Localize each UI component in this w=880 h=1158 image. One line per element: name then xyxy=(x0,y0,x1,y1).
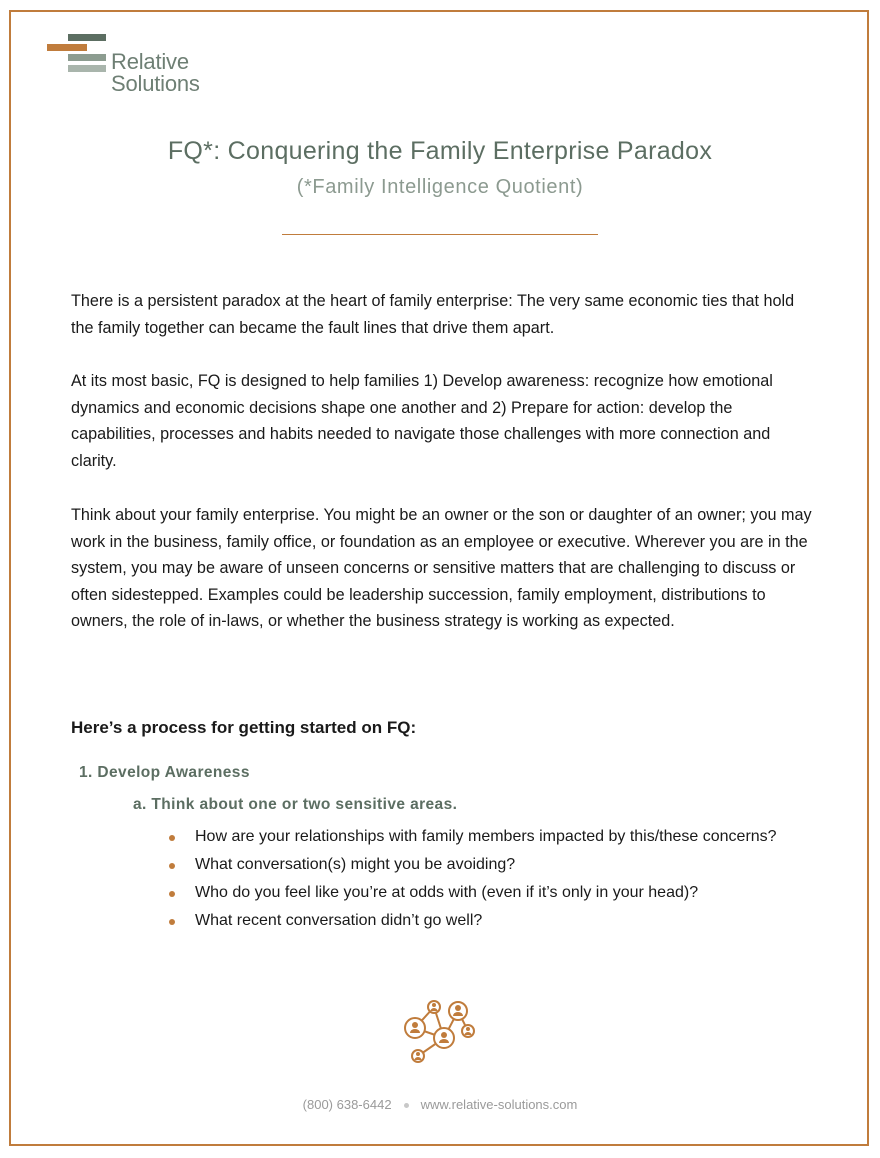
separator-dot-icon xyxy=(404,1103,409,1108)
title-divider xyxy=(282,234,598,235)
process-heading: Here’s a process for getting started on FQ: xyxy=(71,718,417,737)
family-enterprise-paragraph: Think about your family enterprise. You might be an owner or the son or daughter of an owner; you may work in the business, family office, or foundation as an employee or executive. Wherever you are in the system, you may be aware of unseen concerns or sensitive matters that are challenging to discuss or often sidestepped. Examples could be leadership succession, family employment, distributions to owners, the role of in-laws, or whether the business strategy is working as expected. xyxy=(71,506,812,630)
logo-line-2: Solutions xyxy=(111,71,200,96)
bullet-icon xyxy=(169,891,175,897)
step-1a-sensitive-areas: a. Think about one or two sensitive areas. xyxy=(133,796,458,813)
website-url[interactable]: www.relative-solutions.com xyxy=(420,1097,578,1112)
contact-footer xyxy=(0,1097,880,1112)
list-item xyxy=(168,854,808,876)
question-text: How are your relationships with family members impacted by this/these concerns? xyxy=(195,828,777,845)
logo-wordmark xyxy=(111,51,200,95)
page-subtitle: (*Family Intelligence Quotient) xyxy=(296,176,584,198)
relative-solutions-logo xyxy=(47,33,227,99)
logo-bar-3 xyxy=(68,54,106,61)
logo-bar-2 xyxy=(47,44,87,51)
question-text: What conversation(s) might you be avoiding? xyxy=(195,856,516,873)
family-network-icon xyxy=(400,996,480,1066)
reflection-questions-list xyxy=(168,826,808,938)
question-text: What recent conversation didn’t go well? xyxy=(195,912,483,929)
bullet-icon xyxy=(169,835,175,841)
list-item xyxy=(168,910,808,932)
step-1-develop-awareness: 1. Develop Awareness xyxy=(79,764,250,781)
logo-bar-4 xyxy=(68,65,106,72)
logo-line-1: Relative xyxy=(111,49,189,74)
list-item xyxy=(168,882,808,904)
logo-bar-1 xyxy=(68,34,106,41)
phone-number: (800) 638-6442 xyxy=(302,1097,392,1112)
list-item xyxy=(168,826,808,848)
page-title: FQ*: Conquering the Family Enterprise Paradox xyxy=(167,137,713,165)
fq-definition-paragraph: At its most basic, FQ is designed to help families 1) Develop awareness: recognize how emotional dynamics and economic decisions shape one another and 2) Prepare for action: develop the capabilities, processes and habits needed to navigate those challenges with more connection and clarity. xyxy=(71,372,773,470)
bullet-icon xyxy=(169,919,175,925)
bullet-icon xyxy=(169,863,175,869)
question-text: Who do you feel like you’re at odds with (even if it’s only in your head)? xyxy=(195,884,699,901)
intro-paragraph: There is a persistent paradox at the heart of family enterprise: The very same economic ties that hold the family together can became the fault lines that drive them apart. xyxy=(71,292,795,337)
